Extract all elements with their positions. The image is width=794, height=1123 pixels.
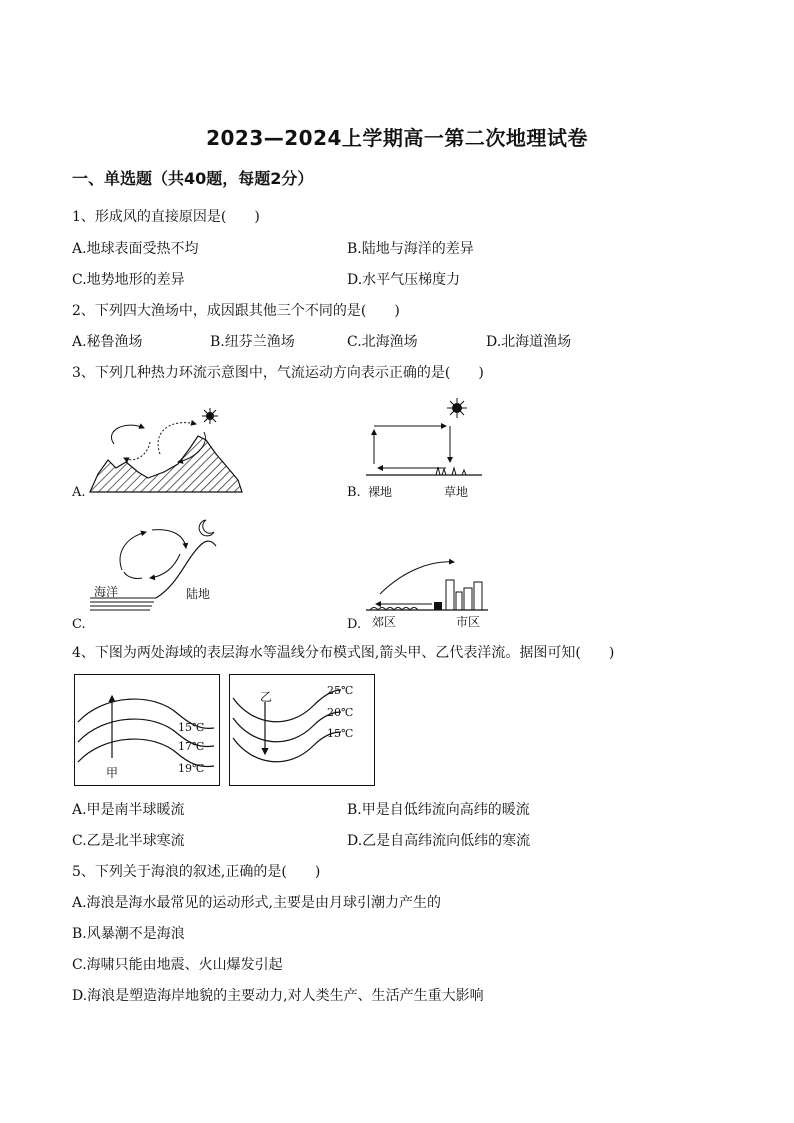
figure-d-urban-heat-circulation	[362, 552, 492, 612]
figure-c-sea-label: 海洋	[94, 585, 119, 599]
question-2-stem: 2、下列四大渔场中，成因跟其他三个不同的是( )	[72, 303, 400, 319]
sun-icon	[447, 398, 467, 418]
question-1-option-d[interactable]: D.水平气压梯度力	[347, 272, 461, 288]
left-isotherm-label-2: 17℃	[178, 740, 205, 753]
question-3-stem: 3、下列几种热力环流示意图中，气流运动方向表示正确的是( )	[72, 365, 484, 381]
figure-d-label[interactable]: D.	[347, 617, 362, 632]
figure-c-land-label: 陆地	[186, 587, 211, 601]
figure-b-grassland-label: 草地	[444, 485, 469, 499]
figure-a-label[interactable]: A.	[72, 485, 86, 500]
question-5-option-c[interactable]: C.海啸只能由地震、火山爆发引起	[72, 957, 283, 973]
question-1-stem: 1、形成风的直接原因是( )	[72, 209, 260, 225]
page-title: 2023—2024上学期高一第二次地理试卷	[206, 126, 588, 150]
left-isotherm-label-3: 19℃	[178, 762, 205, 775]
figure-d-city-label: 市区	[456, 615, 481, 629]
figure-d-suburb-label: 郊区	[372, 615, 397, 629]
moon-icon	[199, 520, 214, 536]
figure-b-bare-land-label: 裸地	[368, 485, 393, 499]
question-2-option-c[interactable]: C.北海渔场	[347, 334, 418, 350]
right-isotherm-label-1: 25℃	[327, 684, 354, 697]
figure-a-mountain-circulation	[86, 402, 246, 497]
section-heading: 一、单选题（共40题，每题2分）	[72, 169, 314, 188]
sun-icon	[202, 408, 218, 424]
question-2-option-d[interactable]: D.北海道渔场	[486, 334, 572, 350]
right-isotherm-label-3: 15℃	[327, 727, 354, 740]
figure-b-label[interactable]: B.	[347, 485, 361, 500]
question-4-option-b[interactable]: B.甲是自低纬流向高纬的暖流	[347, 802, 530, 818]
question-4-option-a[interactable]: A.甲是南半球暖流	[72, 802, 185, 818]
question-4-stem: 4、下图为两处海域的表层海水等温线分布模式图,箭头甲、乙代表洋流。据图可知( )	[72, 645, 615, 661]
question-2-option-a[interactable]: A.秘鲁渔场	[72, 334, 143, 350]
question-5-option-a[interactable]: A.海浪是海水最常见的运动形式,主要是由月球引潮力产生的	[72, 895, 442, 911]
right-isotherm-label-2: 20℃	[327, 706, 354, 719]
question-5-option-b[interactable]: B.风暴潮不是海浪	[72, 926, 185, 942]
question-1-option-c[interactable]: C.地势地形的差异	[72, 272, 185, 288]
figure-b-land-circulation	[362, 398, 486, 480]
question-1-option-b[interactable]: B.陆地与海洋的差异	[347, 241, 474, 257]
left-isotherm-label-1: 15℃	[178, 721, 205, 734]
current-jia-label: 甲	[106, 766, 119, 780]
question-5-option-d[interactable]: D.海浪是塑造海岸地貌的主要动力,对人类生产、生活产生重大影响	[72, 988, 484, 1004]
question-1-option-a[interactable]: A.地球表面受热不均	[72, 241, 199, 257]
question-2-option-b[interactable]: B.纽芬兰渔场	[210, 334, 295, 350]
figure-c-label[interactable]: C.	[72, 617, 86, 632]
question-5-stem: 5、下列关于海浪的叙述,正确的是( )	[72, 864, 321, 880]
question-4-option-d[interactable]: D.乙是自高纬流向低纬的寒流	[347, 833, 531, 849]
question-4-option-c[interactable]: C.乙是北半球寒流	[72, 833, 185, 849]
current-yi-label: 乙	[260, 690, 273, 704]
